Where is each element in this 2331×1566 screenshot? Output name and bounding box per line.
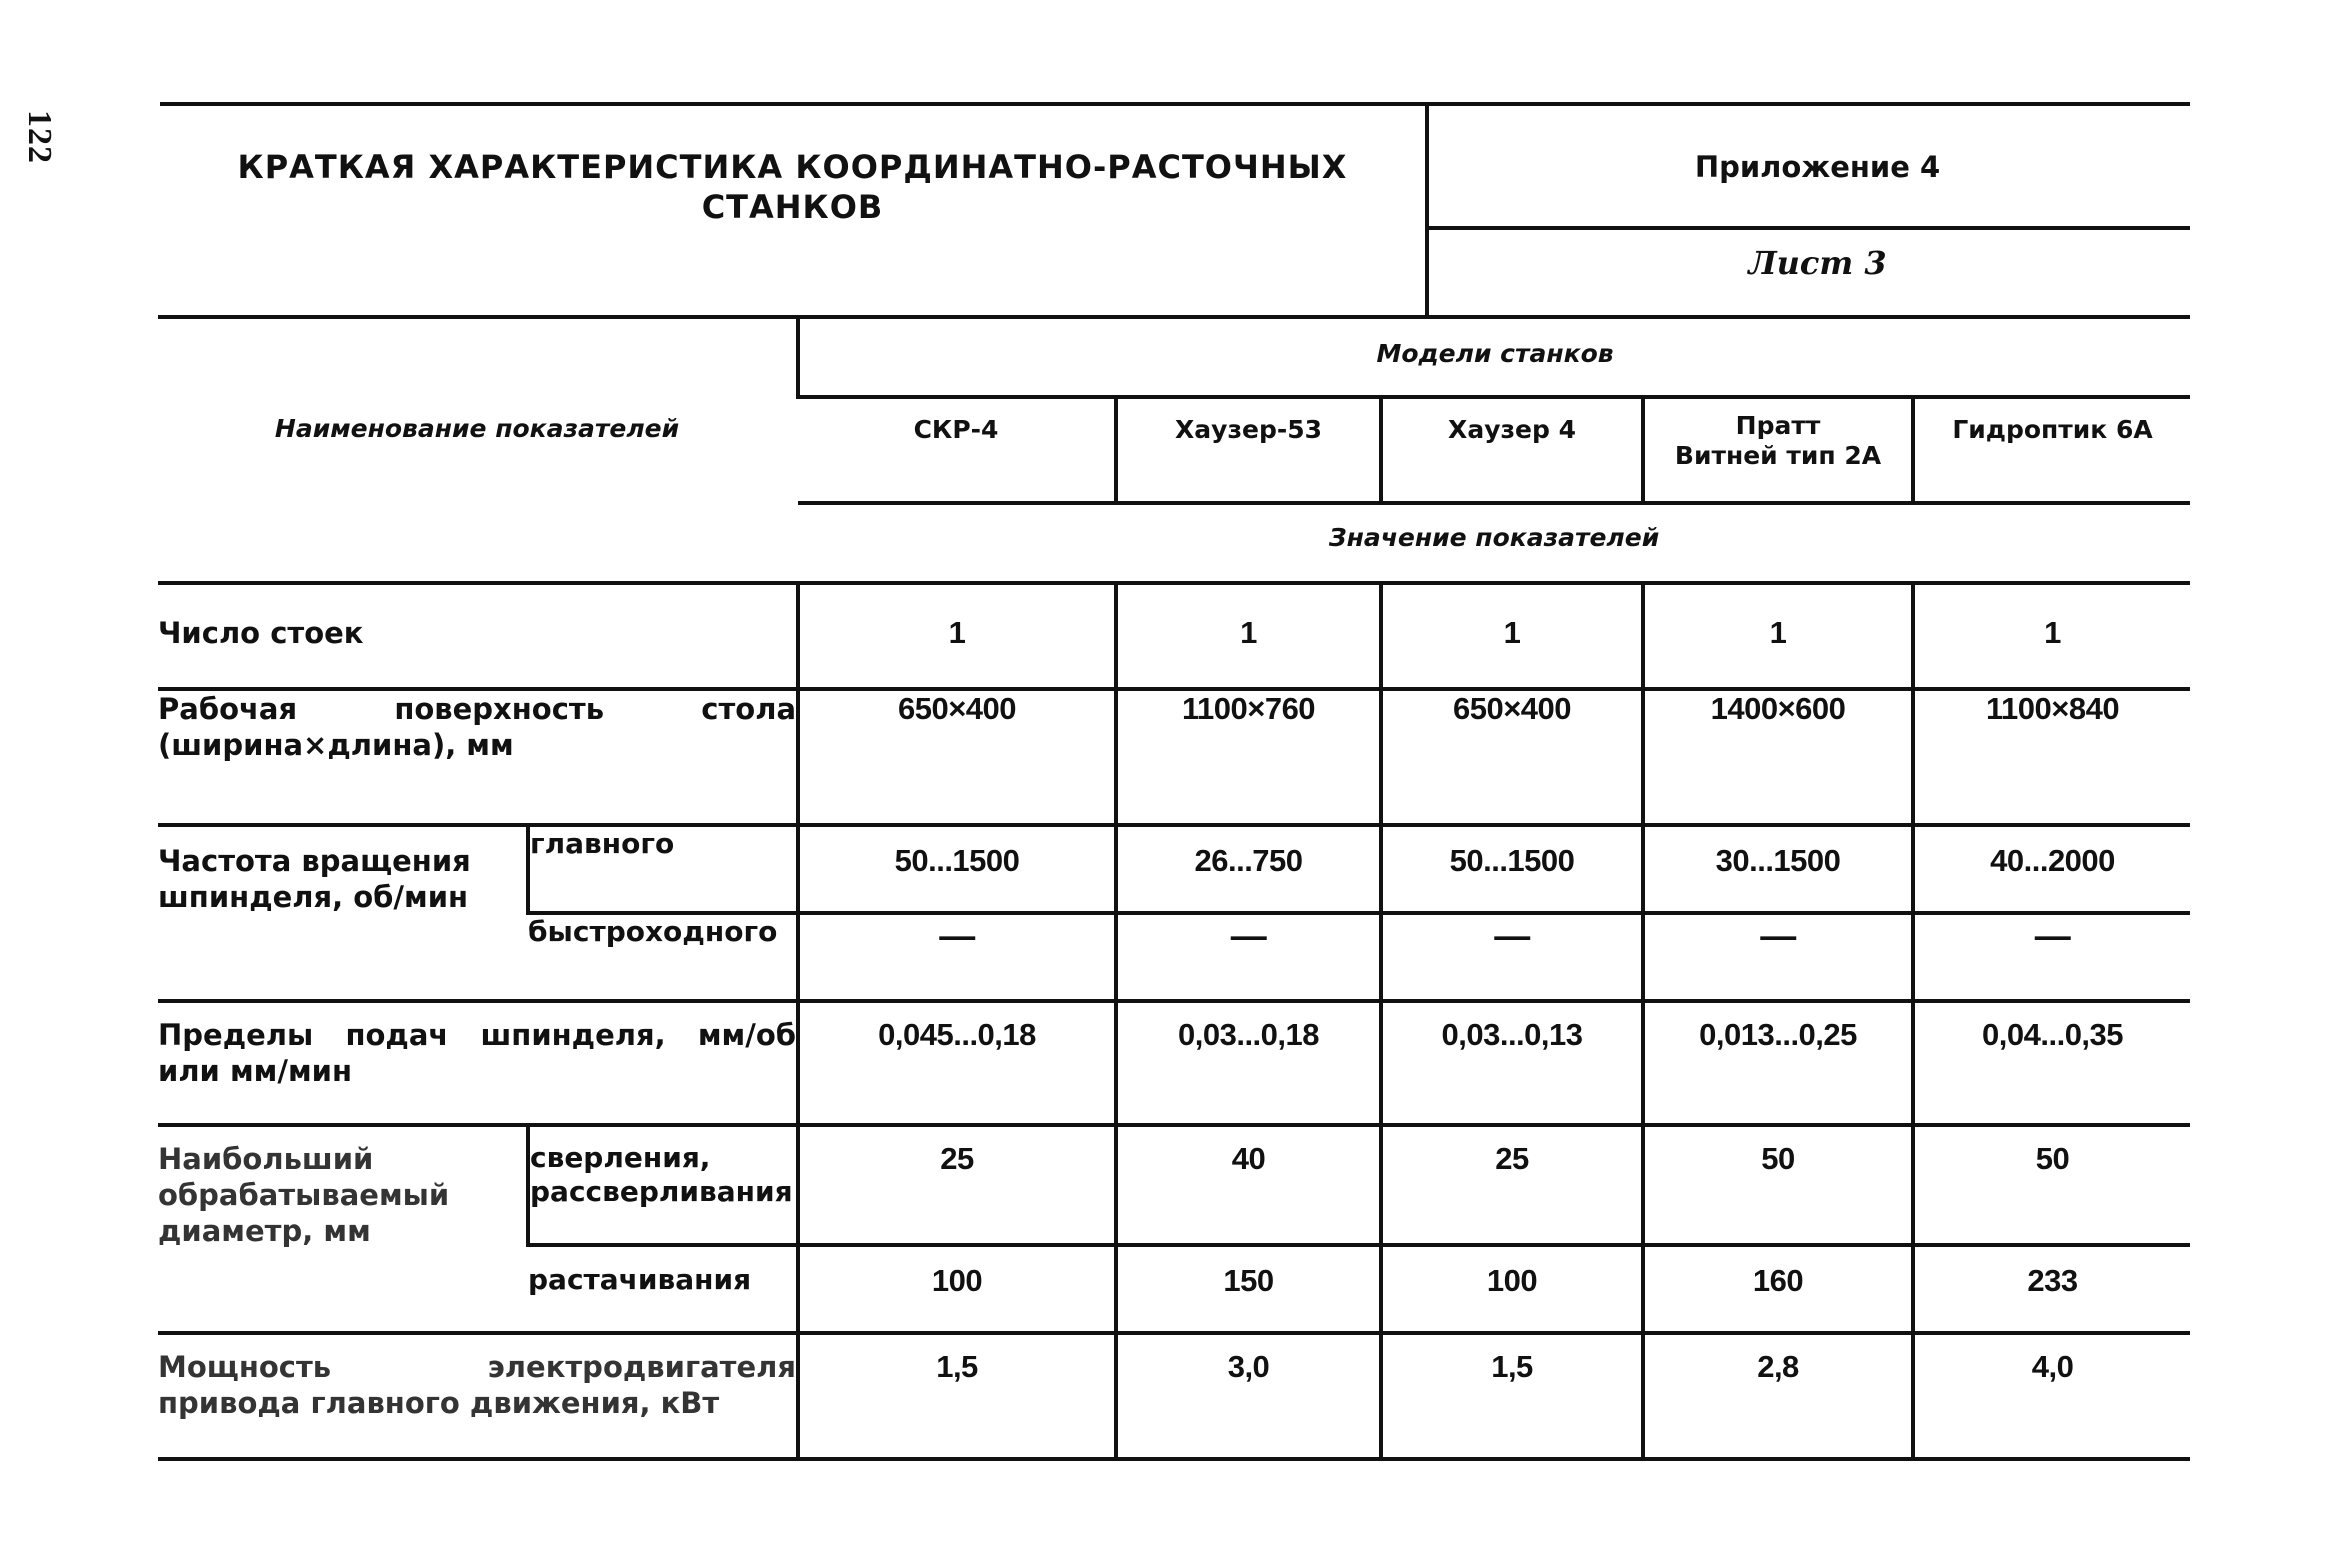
cell-value: 4,0 xyxy=(1913,1333,2190,1459)
sub-row-label: главного xyxy=(528,825,798,913)
specs-table xyxy=(158,315,2190,1461)
cell-value: 2,8 xyxy=(1643,1333,1913,1459)
cell-value: 50 xyxy=(1913,1125,2190,1245)
table-row xyxy=(158,689,2190,825)
values-header: Значение показателей xyxy=(798,503,2190,583)
row-label: Рабочая поверхность стола (ширина×длина), мм xyxy=(158,689,798,825)
header-top-rule xyxy=(160,102,2190,106)
models-header: Модели станков xyxy=(798,317,2190,397)
title-line-1: КРАТКАЯ ХАРАКТЕРИСТИКА КООРДИНАТНО-РАСТОЧНЫХ xyxy=(237,148,1348,186)
cell-value: 50...1500 xyxy=(798,825,1116,913)
cell-value: 0,04...0,35 xyxy=(1913,1001,2190,1125)
cell-value: — xyxy=(1116,913,1381,1001)
sub-row-label: быстроходного xyxy=(528,913,798,1001)
cell-value: 50 xyxy=(1643,1125,1913,1245)
cell-value: — xyxy=(1381,913,1643,1001)
cell-value: 160 xyxy=(1643,1245,1913,1333)
cell-value: 1 xyxy=(1913,583,2190,689)
table-row xyxy=(158,1001,2190,1125)
title-line-2: СТАНКОВ xyxy=(701,188,884,226)
appendix-label: Приложение 4 xyxy=(1694,150,1941,184)
cell-value: 650×400 xyxy=(798,689,1116,825)
cell-value: — xyxy=(1913,913,2190,1001)
model-header: Гидроптик 6А xyxy=(1913,397,2190,503)
cell-value: 150 xyxy=(1116,1245,1381,1333)
row-label: Мощность электродвигателя привода главного движения, кВт xyxy=(158,1333,798,1459)
sub-row-label: растачивания xyxy=(528,1245,798,1333)
header-divider xyxy=(1425,102,1429,315)
table-row xyxy=(158,1333,2190,1459)
cell-value: 0,03...0,18 xyxy=(1116,1001,1381,1125)
sheet-label: Лист 3 xyxy=(1748,244,1887,282)
cell-value: 1100×760 xyxy=(1116,689,1381,825)
row-label: Число стоек xyxy=(158,583,798,689)
cell-value: 650×400 xyxy=(1381,689,1643,825)
model-header: Пратт Витней тип 2А xyxy=(1643,397,1913,503)
param-header: Наименование показателей xyxy=(158,317,798,583)
cell-value: 1100×840 xyxy=(1913,689,2190,825)
cell-value: 0,013...0,25 xyxy=(1643,1001,1913,1125)
cell-value: 1 xyxy=(1643,583,1913,689)
cell-value: — xyxy=(1643,913,1913,1001)
cell-value: 25 xyxy=(798,1125,1116,1245)
sub-row-label: сверления, рассверливания xyxy=(528,1125,798,1245)
cell-value: 1,5 xyxy=(1381,1333,1643,1459)
page-title xyxy=(160,147,1425,227)
cell-value: 1 xyxy=(1116,583,1381,689)
row-label: Пределы подач шпинделя, мм/об или мм/мин xyxy=(158,1001,798,1125)
model-header: Хаузер 4 xyxy=(1381,397,1643,503)
table-row xyxy=(158,583,2190,689)
cell-value: 100 xyxy=(798,1245,1116,1333)
cell-value: 233 xyxy=(1913,1245,2190,1333)
row-label: Наибольший обрабатываемый диаметр, мм xyxy=(158,1125,528,1333)
row-label: Частота вращения шпинделя, об/мин xyxy=(158,825,528,1001)
cell-value: 0,045...0,18 xyxy=(798,1001,1116,1125)
cell-value: 40 xyxy=(1116,1125,1381,1245)
page-number: 122 xyxy=(21,110,58,164)
cell-value: 30...1500 xyxy=(1643,825,1913,913)
model-header: Хаузер-53 xyxy=(1116,397,1381,503)
cell-value: 1 xyxy=(1381,583,1643,689)
cell-value: 50...1500 xyxy=(1381,825,1643,913)
document-header xyxy=(160,102,2190,315)
cell-value: 25 xyxy=(1381,1125,1643,1245)
cell-value: 1,5 xyxy=(798,1333,1116,1459)
cell-value: 40...2000 xyxy=(1913,825,2190,913)
cell-value: 0,03...0,13 xyxy=(1381,1001,1643,1125)
header-mid-rule xyxy=(1425,226,2190,230)
cell-value: 1400×600 xyxy=(1643,689,1913,825)
cell-value: 26...750 xyxy=(1116,825,1381,913)
cell-value: 3,0 xyxy=(1116,1333,1381,1459)
model-header: СКР-4 xyxy=(798,397,1116,503)
cell-value: — xyxy=(798,913,1116,1001)
table-row xyxy=(158,1125,2190,1245)
table-row xyxy=(158,825,2190,913)
cell-value: 1 xyxy=(798,583,1116,689)
cell-value: 100 xyxy=(1381,1245,1643,1333)
